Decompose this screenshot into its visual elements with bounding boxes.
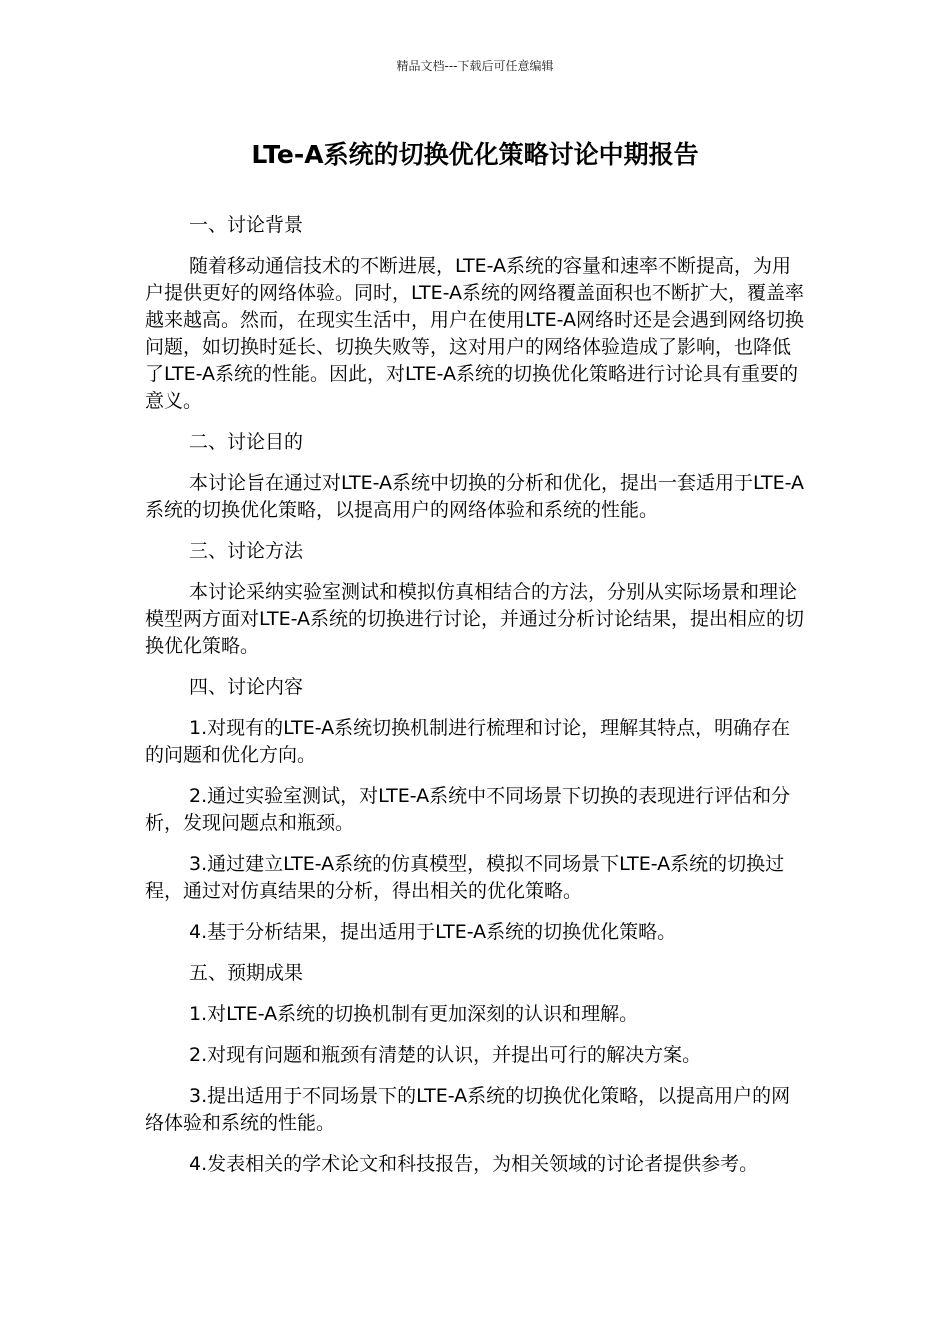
list-item: 2.对现有问题和瓶颈有清楚的认识，并提出可行的解决方案。: [189, 1044, 702, 1066]
page-header-watermark: 精品文档---下载后可任意编辑: [396, 59, 554, 73]
paragraph: 本讨论旨在通过对LTE-A系统中切换的分析和优化，提出一套适用于LTE-A系统的切换优化策略，以提高用户的网络体验和系统的性能。: [145, 472, 805, 521]
list-item: 4.基于分析结果，提出适用于LTE-A系统的切换优化策略。: [189, 921, 677, 943]
list-item: 2.通过实验室测试，对LTE-A系统中不同场景下切换的表现进行评估和分析，发现问题点和瓶颈。: [145, 785, 791, 834]
list-item: 3.提出适用于不同场景下的LTE-A系统的切换优化策略，以提高用户的网络体验和系统的性能。: [145, 1085, 791, 1134]
section-heading-purpose: 二、讨论目的: [189, 431, 304, 453]
paragraph: 本讨论采纳实验室测试和模拟仿真相结合的方法，分别从实际场景和理论模型两方面对LTE-A系统的切换进行讨论，并通过分析讨论结果，提出相应的切换优化策略。: [145, 581, 805, 657]
document-body: [145, 212, 809, 1192]
section-heading-background: 一、讨论背景: [189, 214, 304, 236]
section-heading-content: 四、讨论内容: [189, 676, 304, 698]
list-item: 4.发表相关的学术论文和科技报告，为相关领域的讨论者提供参考。: [189, 1153, 759, 1175]
list-item: 1.对现有的LTE-A系统切换机制进行梳理和讨论，理解其特点，明确存在的问题和优化方向。: [145, 717, 791, 766]
list-item: 1.对LTE-A系统的切换机制有更加深刻的认识和理解。: [189, 1003, 639, 1025]
section-heading-expected-results: 五、预期成果: [189, 962, 304, 984]
document-title: LTe-A系统的切换优化策略讨论中期报告: [251, 140, 699, 169]
section-heading-method: 三、讨论方法: [189, 540, 304, 562]
list-item: 3.通过建立LTE-A系统的仿真模型，模拟不同场景下LTE-A系统的切换过程，通过对仿真结果的分析，得出相关的优化策略。: [145, 853, 785, 902]
paragraph: 随着移动通信技术的不断进展，LTE-A系统的容量和速率不断提高，为用户提供更好的网络体验。同时，LTE-A系统的网络覆盖面积也不断扩大，覆盖率越来越高。然而，在现实生活中，用户在使用LTE-A网络时还是会遇到网络切换问题，如切换时延长、切换失败等，这对用户的网络体验造成了影响，也降低了LTE-A系统的性能。因此，对LTE-A系统的切换优化策略进行讨论具有重要的意义。: [145, 255, 805, 412]
